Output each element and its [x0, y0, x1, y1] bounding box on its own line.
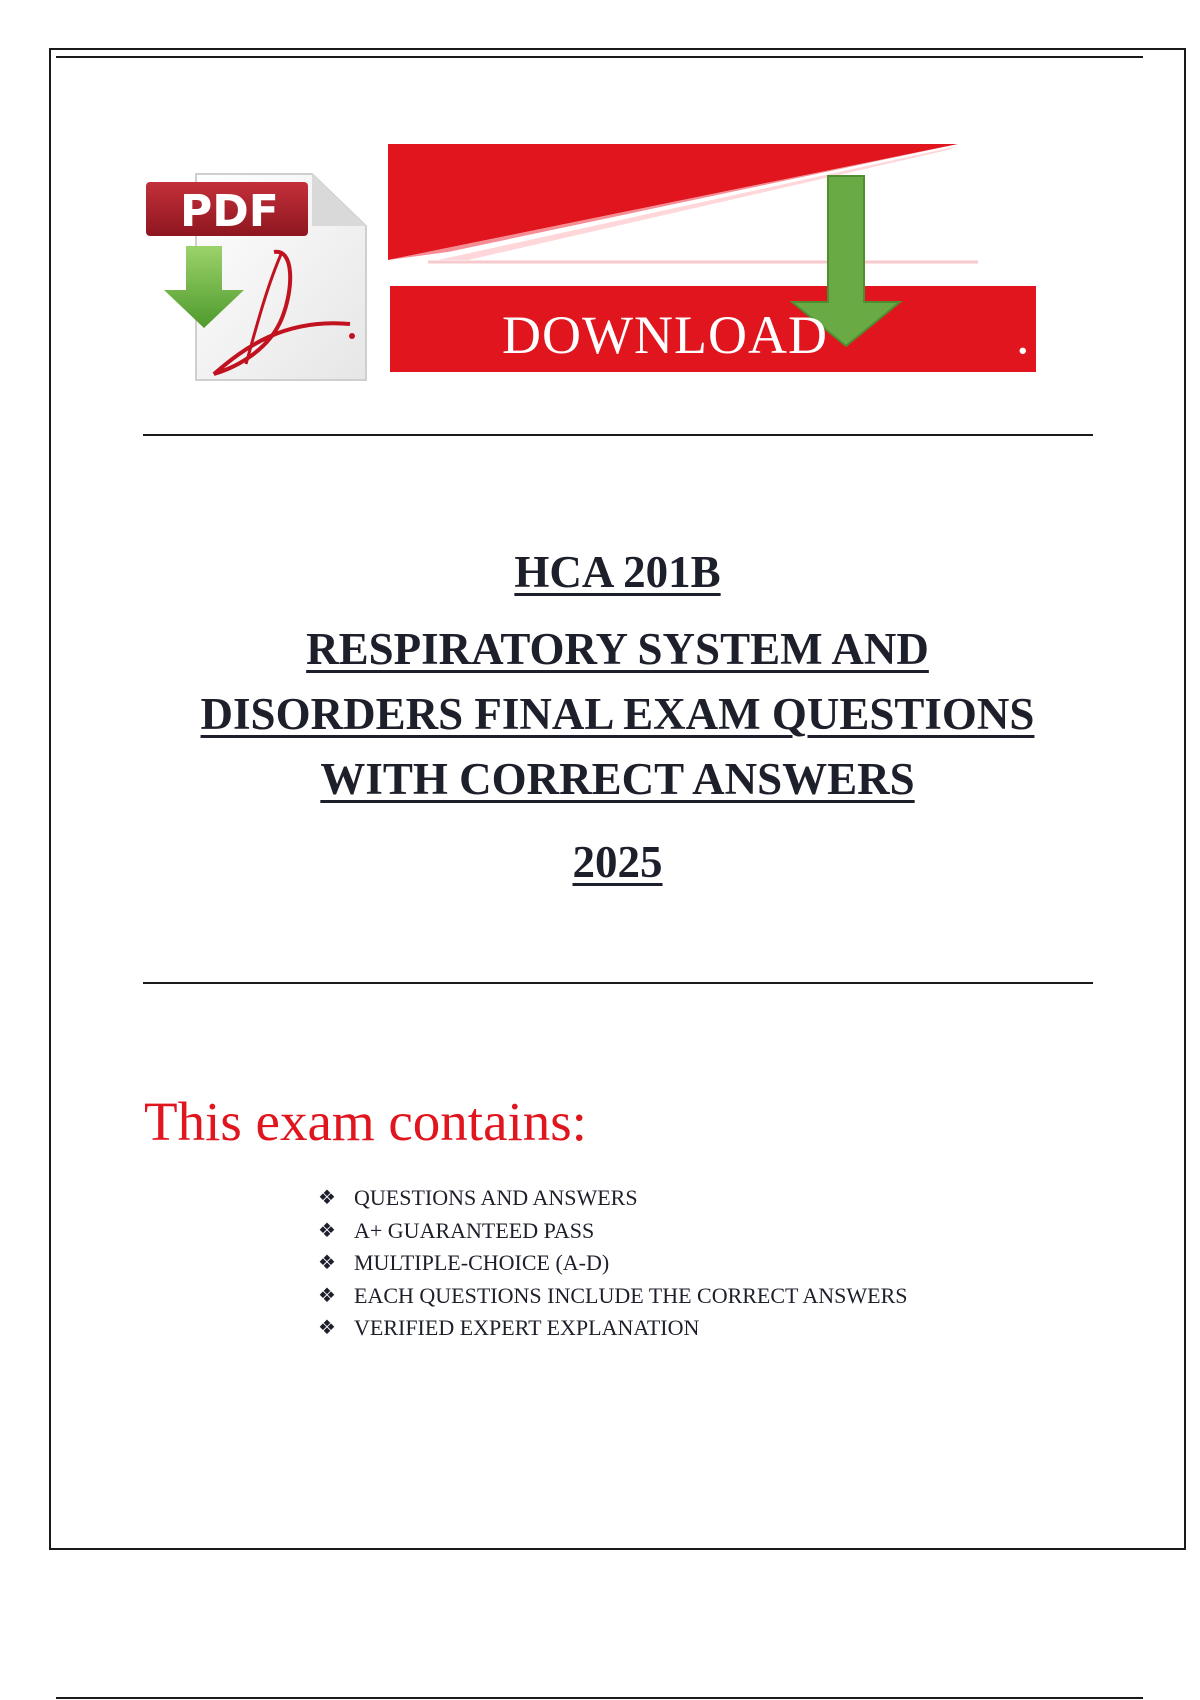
list-item-label: MULTIPLE-CHOICE (A-D)	[354, 1250, 610, 1275]
divider-upper	[143, 434, 1093, 436]
exam-year: 2025	[572, 837, 663, 887]
download-dot: .	[1016, 305, 1030, 365]
title-block	[100, 540, 1135, 895]
pdf-file-icon	[144, 168, 374, 383]
list-item	[318, 1247, 908, 1280]
pdf-badge-label: PDF	[180, 186, 279, 237]
bullet-icon: ❖	[318, 1252, 336, 1274]
course-code: HCA 201B	[514, 547, 721, 597]
title-line-3: WITH CORRECT ANSWERS	[320, 754, 915, 804]
list-item-label: VERIFIED EXPERT EXPLANATION	[354, 1315, 700, 1340]
bullet-icon: ❖	[318, 1317, 336, 1339]
bullet-icon: ❖	[318, 1284, 336, 1307]
bullet-icon: ❖	[318, 1187, 336, 1209]
list-item	[318, 1280, 908, 1313]
divider-lower	[143, 982, 1093, 984]
feature-list	[318, 1182, 908, 1345]
list-item	[318, 1312, 908, 1345]
contents-heading: This exam contains:	[144, 1091, 587, 1152]
list-item-label: EACH QUESTIONS INCLUDE THE CORRECT ANSWERS	[354, 1282, 908, 1308]
list-item-label: QUESTIONS AND ANSWERS	[354, 1185, 638, 1210]
bullet-icon: ❖	[318, 1219, 336, 1242]
list-item-label: A+ GUARANTEED PASS	[354, 1217, 595, 1243]
title-line-2: DISORDERS FINAL EXAM QUESTIONS	[200, 689, 1035, 739]
bottom-rule	[56, 1697, 1143, 1699]
list-item	[318, 1215, 908, 1248]
list-item	[318, 1182, 908, 1215]
title-line-1: RESPIRATORY SYSTEM AND	[306, 624, 929, 674]
download-label[interactable]: DOWNLOAD	[502, 305, 828, 365]
